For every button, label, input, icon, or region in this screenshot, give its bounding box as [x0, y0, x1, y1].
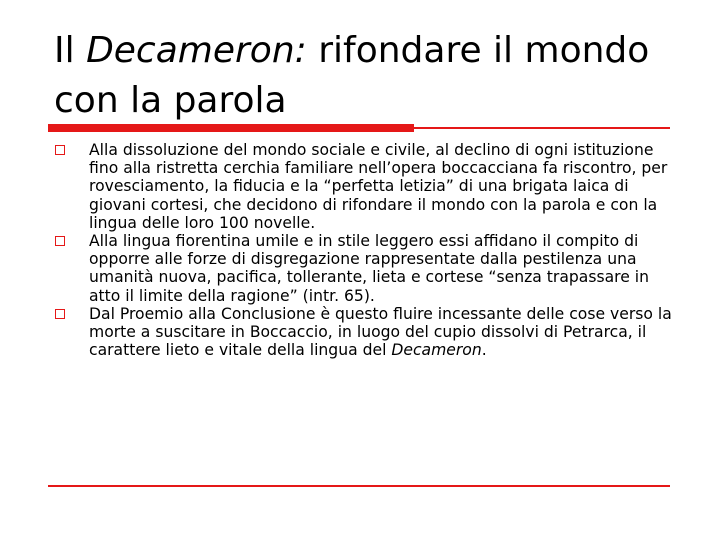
slide-title-italic: Decameron:: [86, 30, 307, 71]
bullet-list: [55, 141, 680, 359]
title-underline: [48, 124, 670, 132]
bullet-text: [89, 305, 680, 360]
bullet-item: [55, 232, 680, 305]
slide-title: [54, 26, 674, 126]
bullet-text-main: Dal Proemio alla Conclusione è questo fluire incessante delle cose verso la morte a suscitare in Boccaccio, in luogo del cupio dissolvi di Petrarca, il carattere lieto e vitale della lingua del: [89, 304, 672, 360]
bottom-divider: [48, 485, 670, 487]
square-bullet-icon: [55, 145, 65, 155]
slide-title-suffix: rifondare il mondo con la parola: [54, 30, 650, 121]
bullet-text: Alla dissoluzione del mondo sociale e civile, al declino di ogni istituzione fino alla ristretta cerchia familiare nell’opera boccacciana fa riscontro, per rovesciamento, la fiducia e la “perfetta letizia” di una brigata laica di giovani cortesi, che decidono di rifondare il mondo con la parola e con la lingua delle loro 100 novelle.: [89, 141, 668, 232]
bullet-item: [55, 141, 680, 232]
bullet-item: [55, 305, 680, 360]
title-underline-thick: [48, 124, 414, 132]
bullet-text-suffix: .: [481, 341, 487, 360]
bullet-text-italic: Decameron: [391, 341, 482, 360]
slide-title-prefix: Il: [54, 30, 87, 71]
square-bullet-icon: [55, 309, 65, 319]
square-bullet-icon: [55, 236, 65, 246]
title-underline-thin: [414, 127, 670, 129]
bullet-text: Alla lingua fiorentina umile e in stile leggero essi affidano il compito di opporre alle forze di disgregazione rappresentate dalla pestilenza una umanità nuova, pacifica, tollerante, lieta e cortese “senza trapassare in atto il limite della ragione” (intr. 65).: [89, 232, 649, 305]
